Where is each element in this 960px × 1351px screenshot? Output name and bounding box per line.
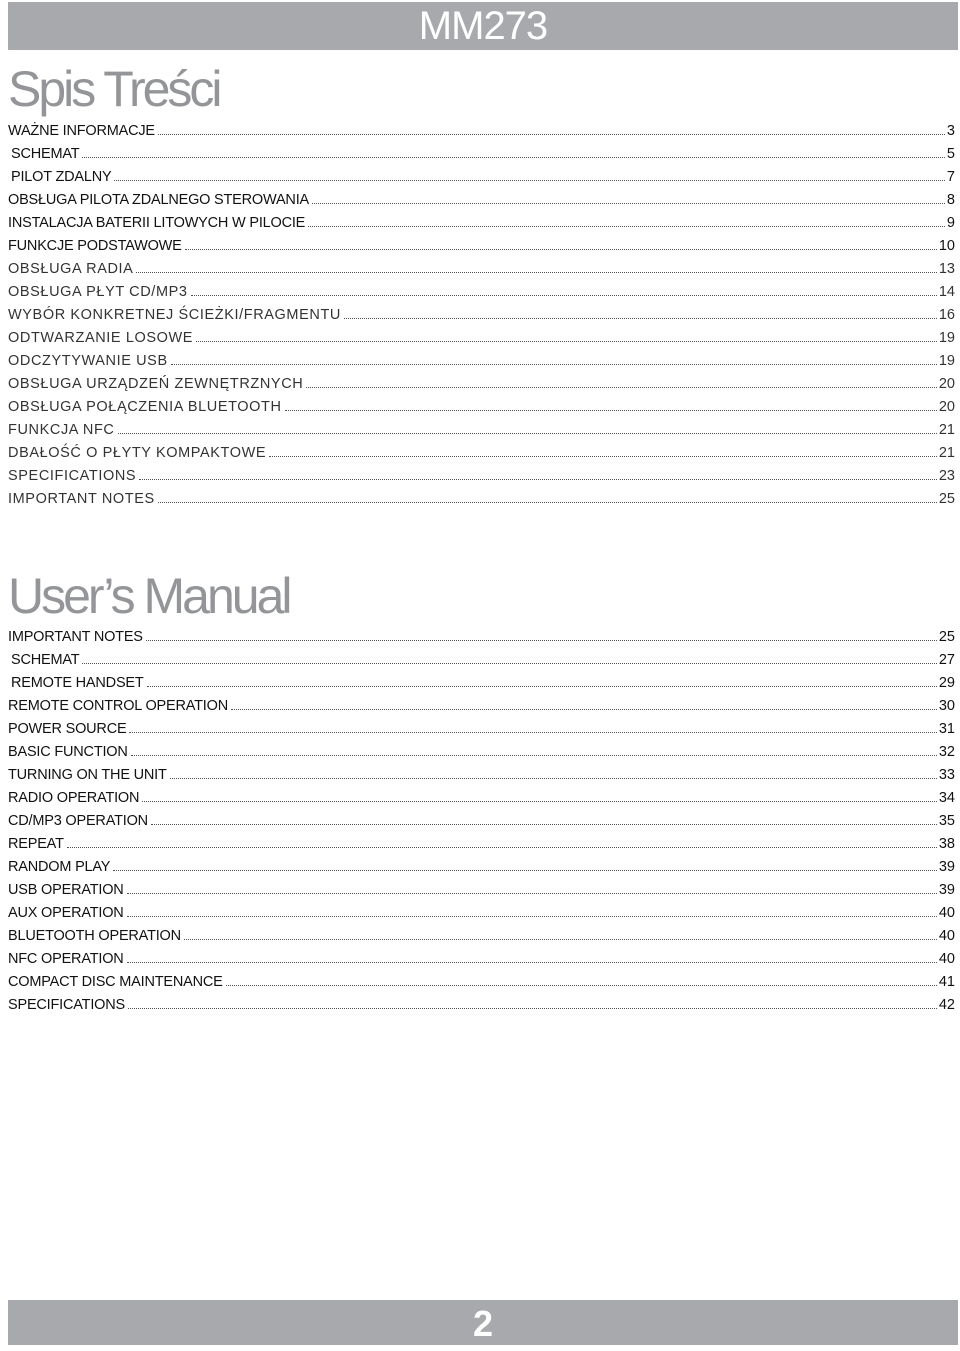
toc-entry-label: INSTALACJA BATERII LITOWYCH W PILOCIE bbox=[8, 215, 306, 231]
toc-entry[interactable] bbox=[8, 626, 955, 649]
toc-entry-page: 9 bbox=[946, 215, 955, 231]
toc-dot-leader bbox=[127, 962, 937, 963]
toc-dot-leader bbox=[127, 893, 937, 894]
toc-entry-label: OBSŁUGA RADIA bbox=[8, 261, 134, 277]
toc-dot-leader bbox=[285, 410, 937, 411]
toc-entry-label: OBSŁUGA PILOTA ZDALNEGO STEROWANIA bbox=[8, 192, 309, 208]
toc-list-polish bbox=[8, 120, 955, 511]
toc-entry-page: 23 bbox=[938, 468, 955, 484]
toc-title-polish: Spis Treści bbox=[8, 61, 220, 117]
toc-entry-page: 21 bbox=[938, 422, 955, 438]
toc-entry-label: BASIC FUNCTION bbox=[8, 744, 128, 760]
toc-entry[interactable] bbox=[8, 143, 955, 166]
toc-entry[interactable] bbox=[8, 166, 955, 189]
toc-entry[interactable] bbox=[8, 120, 955, 143]
toc-dot-leader bbox=[67, 847, 937, 848]
toc-title-english: User’s Manual bbox=[8, 568, 290, 624]
toc-dot-leader bbox=[131, 755, 937, 756]
page-number: 2 bbox=[472, 1303, 494, 1344]
toc-dot-leader bbox=[128, 1008, 937, 1009]
toc-dot-leader bbox=[344, 318, 937, 319]
toc-entry-page: 29 bbox=[938, 675, 955, 691]
toc-entry-label: ODCZYTYWANIE USB bbox=[8, 353, 168, 369]
toc-entry-page: 19 bbox=[938, 353, 955, 369]
toc-entry[interactable] bbox=[8, 442, 955, 465]
toc-entry-page: 39 bbox=[938, 859, 955, 875]
toc-entry-page: 41 bbox=[938, 974, 955, 990]
toc-entry-page: 8 bbox=[946, 192, 955, 208]
toc-entry[interactable] bbox=[8, 994, 955, 1017]
toc-entry-label: TURNING ON THE UNIT bbox=[8, 767, 167, 783]
toc-entry-page: 30 bbox=[938, 698, 955, 714]
toc-entry-page: 16 bbox=[938, 307, 955, 323]
toc-entry-page: 31 bbox=[938, 721, 955, 737]
toc-entry-page: 20 bbox=[938, 376, 955, 392]
toc-list-english bbox=[8, 626, 955, 1017]
toc-entry-label: USB OPERATION bbox=[8, 882, 124, 898]
toc-dot-leader bbox=[158, 134, 945, 135]
toc-entry-label: REMOTE HANDSET bbox=[11, 675, 144, 691]
toc-entry-label: RANDOM PLAY bbox=[8, 859, 111, 875]
toc-entry-page: 19 bbox=[938, 330, 955, 346]
toc-entry[interactable] bbox=[8, 396, 955, 419]
toc-entry-label: ODTWARZANIE LOSOWE bbox=[8, 330, 194, 346]
toc-entry-label: POWER SOURCE bbox=[8, 721, 127, 737]
toc-entry[interactable] bbox=[8, 741, 955, 764]
toc-entry[interactable] bbox=[8, 327, 955, 350]
toc-entry[interactable] bbox=[8, 189, 955, 212]
toc-entry-label: RADIO OPERATION bbox=[8, 790, 140, 806]
toc-dot-leader bbox=[226, 985, 937, 986]
toc-entry-page: 27 bbox=[938, 652, 955, 668]
toc-entry[interactable] bbox=[8, 925, 955, 948]
toc-entry[interactable] bbox=[8, 695, 955, 718]
toc-dot-leader bbox=[142, 801, 937, 802]
toc-entry[interactable] bbox=[8, 810, 955, 833]
toc-entry-label: OBSŁUGA PŁYT CD/MP3 bbox=[8, 284, 188, 300]
toc-entry-page: 13 bbox=[938, 261, 955, 277]
toc-entry[interactable] bbox=[8, 258, 955, 281]
toc-entry-page: 35 bbox=[938, 813, 955, 829]
toc-entry[interactable] bbox=[8, 350, 955, 373]
toc-dot-leader bbox=[139, 479, 937, 480]
toc-entry[interactable] bbox=[8, 787, 955, 810]
toc-entry[interactable] bbox=[8, 971, 955, 994]
toc-entry-label: FUNKCJE PODSTAWOWE bbox=[8, 238, 182, 254]
toc-entry-page: 40 bbox=[938, 905, 955, 921]
toc-dot-leader bbox=[184, 939, 937, 940]
toc-entry[interactable] bbox=[8, 373, 955, 396]
toc-entry[interactable] bbox=[8, 672, 955, 695]
toc-entry[interactable] bbox=[8, 488, 955, 511]
toc-dot-leader bbox=[136, 272, 936, 273]
toc-entry-page: 42 bbox=[938, 997, 955, 1013]
toc-entry-page: 20 bbox=[938, 399, 955, 415]
toc-entry-label: WAŻNE INFORMACJE bbox=[8, 123, 155, 139]
toc-dot-leader bbox=[114, 180, 944, 181]
toc-dot-leader bbox=[191, 295, 937, 296]
toc-entry-label: CD/MP3 OPERATION bbox=[8, 813, 148, 829]
toc-entry-page: 40 bbox=[938, 951, 955, 967]
toc-entry[interactable] bbox=[8, 465, 955, 488]
toc-entry[interactable] bbox=[8, 649, 955, 672]
toc-dot-leader bbox=[147, 686, 937, 687]
toc-dot-leader bbox=[171, 364, 937, 365]
toc-entry-label: OBSŁUGA POŁĄCZENIA BLUETOOTH bbox=[8, 399, 282, 415]
toc-entry-page: 32 bbox=[938, 744, 955, 760]
toc-entry-label: SCHEMAT bbox=[11, 146, 80, 162]
toc-dot-leader bbox=[151, 824, 937, 825]
toc-dot-leader bbox=[82, 157, 945, 158]
toc-entry-label: FUNKCJA NFC bbox=[8, 422, 115, 438]
toc-entry-label: SPECIFICATIONS bbox=[8, 468, 137, 484]
model-number: MM273 bbox=[418, 4, 548, 48]
toc-entry-page: 38 bbox=[938, 836, 955, 852]
toc-entry-label: IMPORTANT NOTES bbox=[8, 629, 143, 645]
toc-dot-leader bbox=[129, 732, 936, 733]
toc-entry-label: WYBÓR KONKRETNEJ ŚCIEŻKI/FRAGMENTU bbox=[8, 307, 341, 323]
toc-entry[interactable] bbox=[8, 833, 955, 856]
toc-dot-leader bbox=[306, 387, 937, 388]
toc-entry-page: 5 bbox=[946, 146, 955, 162]
toc-entry-page: 21 bbox=[938, 445, 955, 461]
toc-entry-label: REPEAT bbox=[8, 836, 64, 852]
toc-entry-page: 10 bbox=[938, 238, 955, 254]
toc-entry-page: 39 bbox=[938, 882, 955, 898]
toc-dot-leader bbox=[185, 249, 937, 250]
toc-entry[interactable] bbox=[8, 948, 955, 971]
toc-entry-page: 25 bbox=[938, 629, 955, 645]
toc-entry-page: 33 bbox=[938, 767, 955, 783]
toc-dot-leader bbox=[312, 203, 945, 204]
toc-entry-label: SPECIFICATIONS bbox=[8, 997, 125, 1013]
toc-entry[interactable] bbox=[8, 902, 955, 925]
toc-dot-leader bbox=[196, 341, 937, 342]
toc-entry-label: AUX OPERATION bbox=[8, 905, 124, 921]
toc-entry[interactable] bbox=[8, 879, 955, 902]
toc-entry-label: COMPACT DISC MAINTENANCE bbox=[8, 974, 223, 990]
toc-entry-label: NFC OPERATION bbox=[8, 951, 124, 967]
toc-entry[interactable] bbox=[8, 856, 955, 879]
toc-entry[interactable] bbox=[8, 718, 955, 741]
header-bar bbox=[8, 2, 958, 50]
toc-entry-label: PILOT ZDALNY bbox=[11, 169, 112, 185]
toc-entry[interactable] bbox=[8, 304, 955, 327]
toc-dot-leader bbox=[113, 870, 937, 871]
toc-entry[interactable] bbox=[8, 212, 955, 235]
toc-entry-label: IMPORTANT NOTES bbox=[8, 491, 155, 507]
toc-entry-page: 14 bbox=[938, 284, 955, 300]
footer-bar bbox=[8, 1300, 958, 1345]
toc-dot-leader bbox=[231, 709, 937, 710]
toc-entry[interactable] bbox=[8, 235, 955, 258]
toc-dot-leader bbox=[308, 226, 945, 227]
toc-entry[interactable] bbox=[8, 764, 955, 787]
toc-entry-page: 34 bbox=[938, 790, 955, 806]
toc-dot-leader bbox=[170, 778, 937, 779]
toc-entry[interactable] bbox=[8, 281, 955, 304]
toc-dot-leader bbox=[158, 502, 937, 503]
toc-entry-page: 25 bbox=[938, 491, 955, 507]
toc-entry-label: BLUETOOTH OPERATION bbox=[8, 928, 181, 944]
toc-entry-label: OBSŁUGA URZĄDZEŃ ZEWNĘTRZNYCH bbox=[8, 376, 304, 392]
toc-entry[interactable] bbox=[8, 419, 955, 442]
toc-dot-leader bbox=[146, 640, 937, 641]
toc-entry-label: DBAŁOŚĆ O PŁYTY KOMPAKTOWE bbox=[8, 445, 267, 461]
toc-dot-leader bbox=[127, 916, 937, 917]
toc-entry-page: 7 bbox=[946, 169, 955, 185]
toc-entry-label: REMOTE CONTROL OPERATION bbox=[8, 698, 228, 714]
toc-entry-label: SCHEMAT bbox=[11, 652, 80, 668]
toc-entry-page: 40 bbox=[938, 928, 955, 944]
toc-dot-leader bbox=[269, 456, 937, 457]
toc-dot-leader bbox=[82, 663, 936, 664]
toc-dot-leader bbox=[118, 433, 937, 434]
toc-entry-page: 3 bbox=[946, 123, 955, 139]
